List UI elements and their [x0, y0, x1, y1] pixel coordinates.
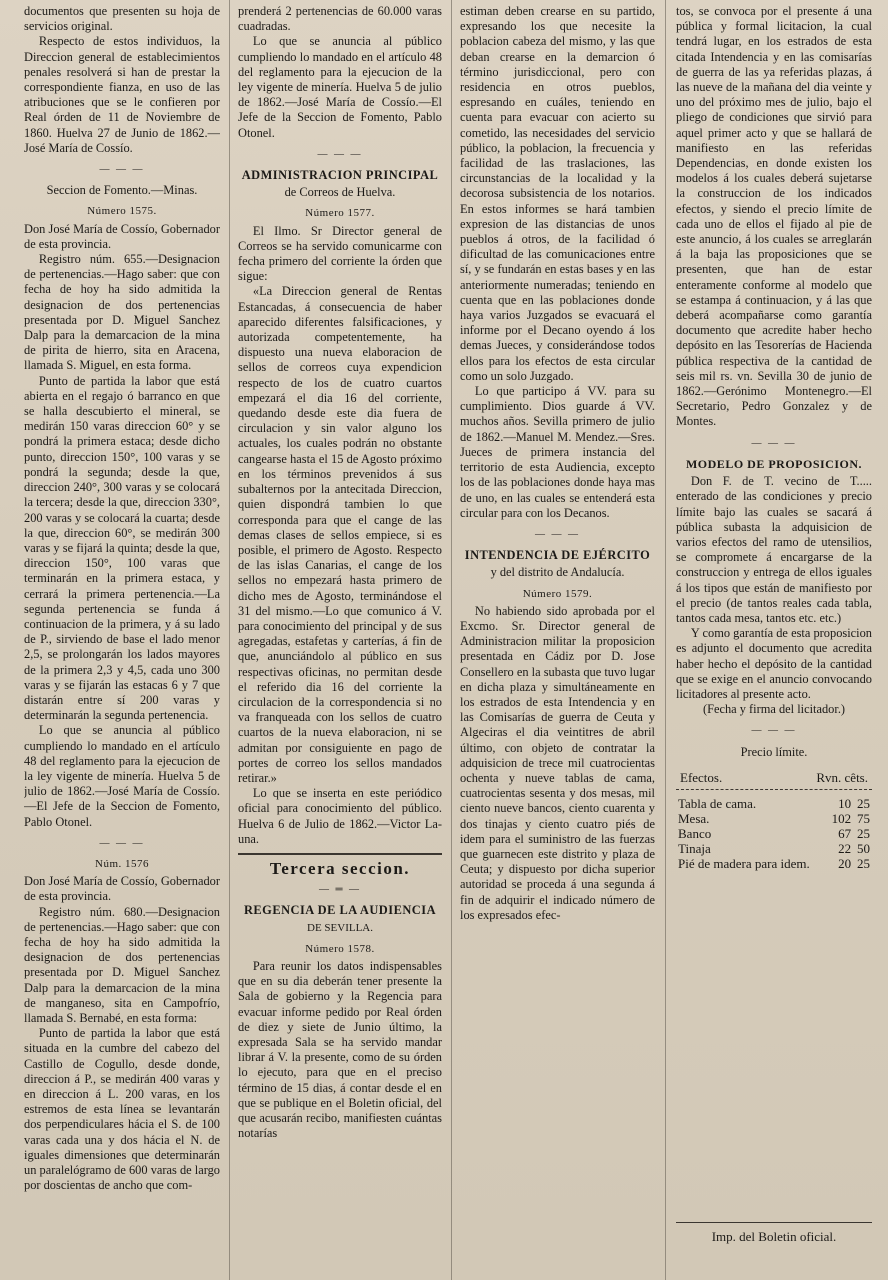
header-efectos: Efectos. — [680, 769, 723, 785]
separator: — — — — [99, 164, 145, 176]
section-heading: INTENDENCIA DE EJÉRCITO — [464, 548, 651, 563]
item-name: Mesa. — [678, 810, 710, 826]
tercera-seccion-heading: Tercera seccion. — [269, 858, 411, 878]
column-1 — [24, 4, 220, 1276]
column-rule — [665, 0, 666, 1280]
separator: — — — — [751, 437, 797, 449]
table-row — [676, 826, 872, 841]
table-row — [676, 811, 872, 826]
footer-rule — [676, 1222, 872, 1223]
section-subheading: y del distrito de Andalucía. — [490, 565, 625, 580]
column-2 — [238, 4, 442, 1276]
paragraph: No habiendo sido aprobada por el Excmo. Sr. Director general de Administracion militar la proposicion presentada en Cádiz por D. Jose Consellero en la subasta que tuvo lugar en dicha plaza y simultáneamente en los estrados de esta Intendencia y en las Comisarías de guerra de Ceuta y Algeciras el dia veintitres de abril último, con objeto de contratar la adquisicion de trece mil cuatrocientas ochenta y nueve tablas de cama, cuatrocientas sesenta y dos mesas, mil ciento nueve bancos, ciento cuarenta y dos tinajas y ciento cuatro piés de idem para el suministro de las fuerzas que guarnecen este distrito y plaza de Ceuta; y dispuesto por dicha superior autoridad se proceda á una segunda á fin de adquirir el indicado número de los expresados efec- — [460, 603, 655, 922]
item-centimos: 25 — [857, 825, 870, 841]
column-4 — [676, 4, 872, 1276]
paragraph: Lo que se anuncia al público cumpliendo lo mandado en el artículo 48 del reglamento para la ejecucion de la ley vigente de minería. Huelva 5 de julio de 1862.—José María de Cossío.—El Jefe de la Seccion de Fomento, Pablo Otonel. — [238, 34, 442, 140]
notice-number: Número 1579. — [522, 587, 593, 600]
item-reales: 10 — [838, 795, 852, 811]
item-name: Banco — [678, 825, 712, 841]
item-name: Tinaja — [678, 840, 711, 856]
item-centimos: 50 — [857, 840, 870, 856]
table-divider — [676, 789, 872, 790]
signature-line: (Fecha y firma del licitador.) — [702, 702, 846, 717]
paragraph: Lo que se inserta en este periódico oficial para conocimiento del público. Huelva 6 de Julio de 1862.—Victor La-una. — [238, 786, 442, 846]
section-subheading: DE SEVILLA. — [307, 921, 373, 934]
separator: — — — — [535, 528, 580, 540]
notice-number: Núm. 1576 — [95, 857, 149, 870]
paragraph: El Ilmo. Sr Director general de Correos se ha servido comunicarme con fecha primero del corriente la órden que sigue: — [238, 223, 442, 284]
price-table — [676, 796, 872, 871]
paragraph: prenderá 2 pertenencias de 60.000 varas cuadradas. — [238, 4, 442, 34]
paragraph: Punto de partida la labor que está abierta en el regajo ó barranco en que se halla descubierto el mineral, se medirán 150 varas direccion 60° y se pondrá la primera estaca; desde dicho punto, direccion 150°, 100 varas y se pondrá la segunda; desde la que, direccion 240°, 300 varas y se colocará la tercera; desde la que, direccion 330°, 200 varas y se colocará la cuarta; desde la que, direccion 60°, se medirán 300 varas y se fijará la quinta; desde la que, direccion 150°, 100 varas que terminarán en la primera estaca, y cerrará la primera pertenencia.—La segunda pertenencia se funda á continuacion de la primera, y á su lado de P., sirviendo de base el lado menor 2,5, se prolongarán los lados mayores de la primera 2,3 y 4,5, cada uno 300 varas y se fijarán las estacas 6 y 7 que distarán entre sí 200 varas y determinarán la segunda pertenencia. — [24, 373, 220, 723]
notice-number: Número 1578. — [305, 942, 375, 955]
item-reales: 22 — [838, 840, 852, 856]
paragraph: Lo que participo á VV. para su cumplimiento. Dios guarde á VV. muchos años. Sevilla primero de julio de 1862.—Manuel M. Mendez.—Sres. Jueces de primera instancia del territorio de esta Audiencia, excepto los de las poblaciones donde haya mas de uno, en las cuales se entenderá esta circular para con los Decanos. — [460, 384, 655, 520]
item-name: Pié de madera para idem. — [678, 855, 810, 871]
paragraph: Para reunir los datos indispensables que en su dia deberán tener presente la Sala de gobierno y la Regencia para evacuar informe pedido por Real órden de diez y siete de Junio último, la expresada Sala se ha servido mandar librar á V. la presente, como de su órden lo ejecuto, para que en el preciso término de 15 dias, á contar desde el en que se publique en el Boletin oficial, del que acusarán recibo, manifiesten cuántas notarías — [238, 958, 442, 1141]
column-rule — [451, 0, 452, 1280]
column-rule — [229, 0, 230, 1280]
section-heading: ADMINISTRACION PRINCIPAL — [241, 168, 439, 183]
paragraph: Punto de partida la labor que está situada en la cumbre del cabezo del Castillo de Cogullo, desde donde, direccion á P., se medirán 400 varas y en direccion á L. 200 varas, en los estremos de esta línea se levantarán dos perpendiculares hácia el S. de 100 varas cada una y dos hácia el N. de iguales dimensiones que determinarán un paralelógramo de 600 varas de largo por doscientas de ancho que com- — [24, 1026, 220, 1193]
notice-author: Don José María de Cossío, Gobernador de esta provincia. — [24, 874, 220, 904]
separator: — — — — [317, 148, 363, 160]
header-rvn: Rvn. cêts. — [816, 769, 868, 785]
section-heading: Seccion de Fomento.—Minas. — [46, 183, 198, 198]
item-name: Tabla de cama. — [678, 795, 757, 811]
printer-footer — [676, 1222, 872, 1245]
divider — [238, 853, 442, 855]
paragraph: Registro núm. 655.—Designacion de pertenencias.—Hago saber: que con fecha de hoy ha sido admitida la designacion de dos pertenencias presentada por D. Miguel Sanchez Dalp para la demarcacion de la mina de pirita de hierro, sita en Aracena, llamada S. Miguel, en esta forma. — [24, 252, 220, 373]
model-heading: MODELO DE PROPOSICION. — [685, 456, 862, 471]
table-row — [676, 796, 872, 811]
paragraph: «La Direccion general de Rentas Estancadas, á consecuencia de haber aparecido diferentes falsificaciones, y autorizada competentemente, ha dispuesto una nueva elaboracion de sellos de correos cuya expendicion respecto de los de cuatro cuartos empezará el dia 16 del corriente, quedando desde este dia fuera de circulacion y sin valor alguno los actuales, los cuales podrán no obstante cangearse hasta el 15 de Agosto próximo en los términos prevenidos á sus subalternos por la antecitada Direccion, quien dispondrá tambien lo que corresponda para que el cange de las demas clases de sellos empiece, si es posible, el primero de Agosto. Respecto de las islas Canarias, el cange de los sellos no empezará hasta primero de dicho mes de Agosto, terminándose el 31 del mismo.—Lo que comunico á V. para conocimiento del principal y de sus agregadas, estafetas y carterías, á fin de que, anunciándolo al público en sus respectivas oficinas, no permitan desde el referido dia 16 del corriente la circulacion de la correspondencia si no va franqueada con los sellos de cuatro cuartos de la nueva elaboracion, ni se admitan por consiguiente en pago de portes de correo los sellos mandados retirar.» — [238, 284, 442, 785]
item-centimos: 25 — [857, 795, 870, 811]
item-reales: 20 — [838, 855, 852, 871]
price-table-header — [676, 770, 872, 785]
price-heading: Precio límite. — [740, 744, 808, 759]
paragraph: Respecto de estos individuos, la Direccion general de establecimientos penales resolverá si han de prestar la correspondiente fianza, en uso de las atribuciones que se le confieren por Real órden de 11 de Noviembre de 1860. Huelva 27 de Junio de 1862.—José María de Cossío. — [24, 34, 220, 155]
item-reales: 67 — [838, 825, 852, 841]
separator: — ═ — — [318, 884, 362, 896]
paragraph: Don F. de T. vecino de T..... enterado de las condiciones y precio límite bajo las cuales se sacará á pública subasta la adquisicion de varios efectos del ramo de utensilios, se compromete á encargarse de la construccion y entrega de ellos iguales á los tipos que están de manifiesto por el precio (de tantos reales cada tabla, tantos cada mesa, tantos etc. etc.) — [676, 474, 872, 625]
notice-author: Don José María de Cossío, Gobernador de esta provincia. — [24, 221, 220, 251]
separator: — — — — [99, 837, 145, 849]
item-centimos: 25 — [857, 855, 870, 871]
column-3 — [460, 4, 655, 1276]
section-heading: REGENCIA DE LA AUDIENCIA — [243, 903, 437, 918]
item-reales: 102 — [831, 810, 852, 826]
item-centimos: 75 — [857, 810, 870, 826]
section-subheading: de Correos de Huelva. — [284, 185, 396, 200]
paragraph: estiman deben crearse en su partido, expresando los que necesite la poblacion cabeza del mismo, y las que deban crearse en la demarcion ó término jurisdiccional, pero con residencia en otros pueblos, espresando en cuáles, teniendo en cuenta para evacuar con acierto su cometido, las necesidades del servicio público, la poblacion, la frecuencia y facilidad de las traslaciones, las circunstancias de la localidad y la decorosa subsistencia de los notarios. En estos informes se hará tambien expresion de las distancias de unos pueblos á otros, de la facilidad ó dificultad de las comunicaciones entre sí, y se fundarán en estas bases y en las anteriormente numeradas; teniendo en cuenta que en las poblaciones donde haya varios Juzgados se evacuará el informe por el Decano oyendo á los demas Jueces, y considerándose todos ellos para los efectos de esta circular como un solo Juzgado. — [460, 4, 655, 383]
paragraph: documentos que presenten su hoja de servicios original. — [24, 4, 220, 34]
notice-number: Número 1575. — [87, 205, 157, 218]
paragraph: Registro núm. 680.—Designacion de pertenencias.—Hago saber: que con fecha de hoy ha sido admitida la designacion de dos pertenencias presentada por D. Miguel Sanchez Dalp para la demarcacion de la mina de manganeso, sita en Campofrío, llamada S. Bernabé, en esta forma: — [24, 904, 220, 1025]
paragraph: tos, se convoca por el presente á una pública y formal licitacion, la cual tendrá lugar, en los estrados de esta citada Intendencia y en las comisarías de guerra de las ya referidas plazas, á las nueve de la mañana del dia veinte y uno del próximo mes de julio, bajo el pliego de condiciones que sirvió para aquel primer acto y que se hallará de manifiesto en las referidas Dependencias, en donde existen los modelos á los cuales deberá sujetarse la construccion de los indicados efectos, y siendo el precio límite de cada uno de ellos el fijado al pie de este anuncio, á los cuales se arreglarán á la baja las proposiciones que se presenten, que han de estar enteramente conforme al modelo que se estampa á continuacion, y á las que deberá acompañarse como garantía documento que acredite haber hecho depósito en las Tesorerías de Hacienda pública respectiva de la cantidad de seis mil rs. vn. Sevilla 30 de junio de 1862.—Gerónimo Montenegro.—El Secretario, Pedro Gonzalez y de Montes. — [676, 4, 872, 429]
paragraph: Lo que se anuncia al público cumpliendo lo mandado en el artículo 48 del reglamento para la ejecucion de la ley vigente de minería. Huelva 5 de julio de 1862.—José María de Cossío.—El Jefe de la Seccion de Fomento, Pablo Otonel. — [24, 723, 220, 829]
notice-number: Número 1577. — [305, 207, 375, 220]
separator: — — — — [751, 725, 797, 737]
table-row — [676, 856, 872, 871]
printer-name: Imp. del Boletin oficial. — [711, 1229, 837, 1244]
table-row — [676, 841, 872, 856]
paragraph: Y como garantía de esta proposicion es adjunto el documento que acredita haber hecho el depósito de la cantidad que se exige en el anuncio convocando licitadores al presente acto. — [676, 626, 872, 701]
